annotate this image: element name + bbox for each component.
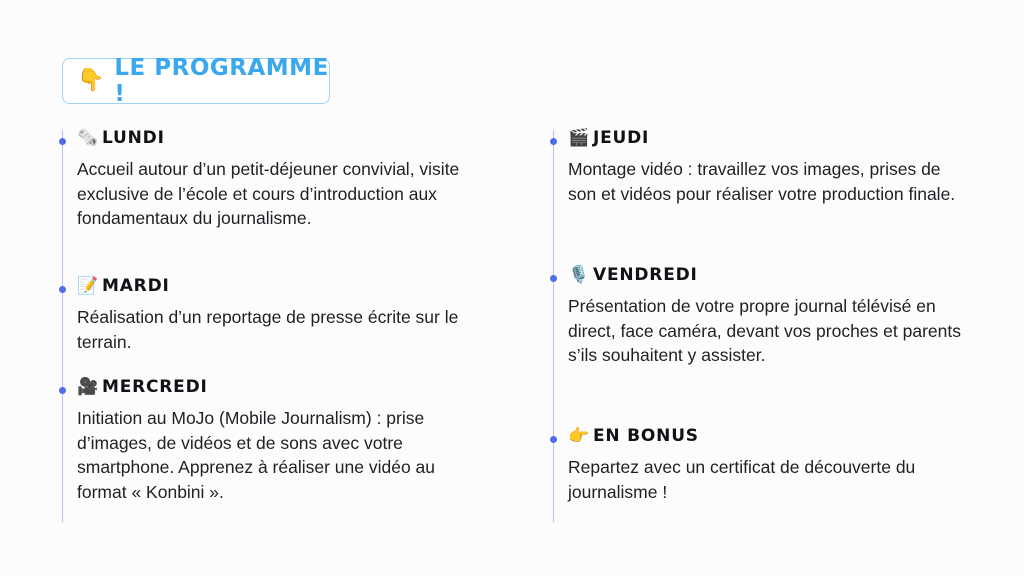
day-description: Réalisation d’un reportage de presse écrite sur le terrain. <box>77 307 459 352</box>
pointing-right-icon: 👉 <box>568 425 590 446</box>
day-heading <box>568 128 649 148</box>
day-heading <box>77 377 208 397</box>
day-description: Repartez avec un certificat de découverte du journalisme ! <box>568 457 916 502</box>
day-description: Montage vidéo : travaillez vos images, prises de son et vidéos pour réaliser votre production finale. <box>568 159 956 204</box>
clapper-board-icon: 🎬 <box>568 127 590 148</box>
day-label: JEUDI <box>593 128 650 148</box>
day-label: MERCREDI <box>102 377 208 397</box>
day-heading <box>77 128 165 148</box>
microphone-icon: 🎙️ <box>568 264 590 285</box>
timeline-dot <box>550 138 557 145</box>
day-label: EN BONUS <box>593 426 699 446</box>
day-heading <box>77 276 170 296</box>
program-title-box <box>62 55 330 107</box>
page-title: LE PROGRAMME ! <box>114 55 329 107</box>
video-camera-icon: 🎥 <box>77 376 99 397</box>
newspaper-icon: 🗞️ <box>77 127 99 148</box>
memo-icon: 📝 <box>77 275 99 296</box>
timeline-left <box>62 124 482 522</box>
timeline-dot <box>59 387 66 394</box>
day-description: Accueil autour d’un petit-déjeuner convivial, visite exclusive de l’école et cours d’introduction aux fondamentaux du journalisme. <box>77 159 460 228</box>
timeline-dot <box>550 436 557 443</box>
timeline-dot <box>59 138 66 145</box>
day-heading <box>568 426 699 446</box>
day-label: MARDI <box>102 276 170 296</box>
timeline-line <box>553 130 554 522</box>
timeline-dot <box>550 275 557 282</box>
timeline-right <box>553 124 973 522</box>
timeline-dot <box>59 286 66 293</box>
pointing-down-icon: 👇 <box>77 68 105 93</box>
day-label: VENDREDI <box>593 265 698 285</box>
timeline-line <box>62 130 63 522</box>
day-description: Présentation de votre propre journal télévisé en direct, face caméra, devant vos proches et parents s’ils souhaitent y assister. <box>568 296 961 365</box>
day-description: Initiation au MoJo (Mobile Journalism) : prise d’images, de vidéos et de sons avec votre smartphone. Apprenez à réaliser une vidéo au format « Konbini ». <box>77 408 436 502</box>
day-label: LUNDI <box>102 128 165 148</box>
day-heading <box>568 265 698 285</box>
